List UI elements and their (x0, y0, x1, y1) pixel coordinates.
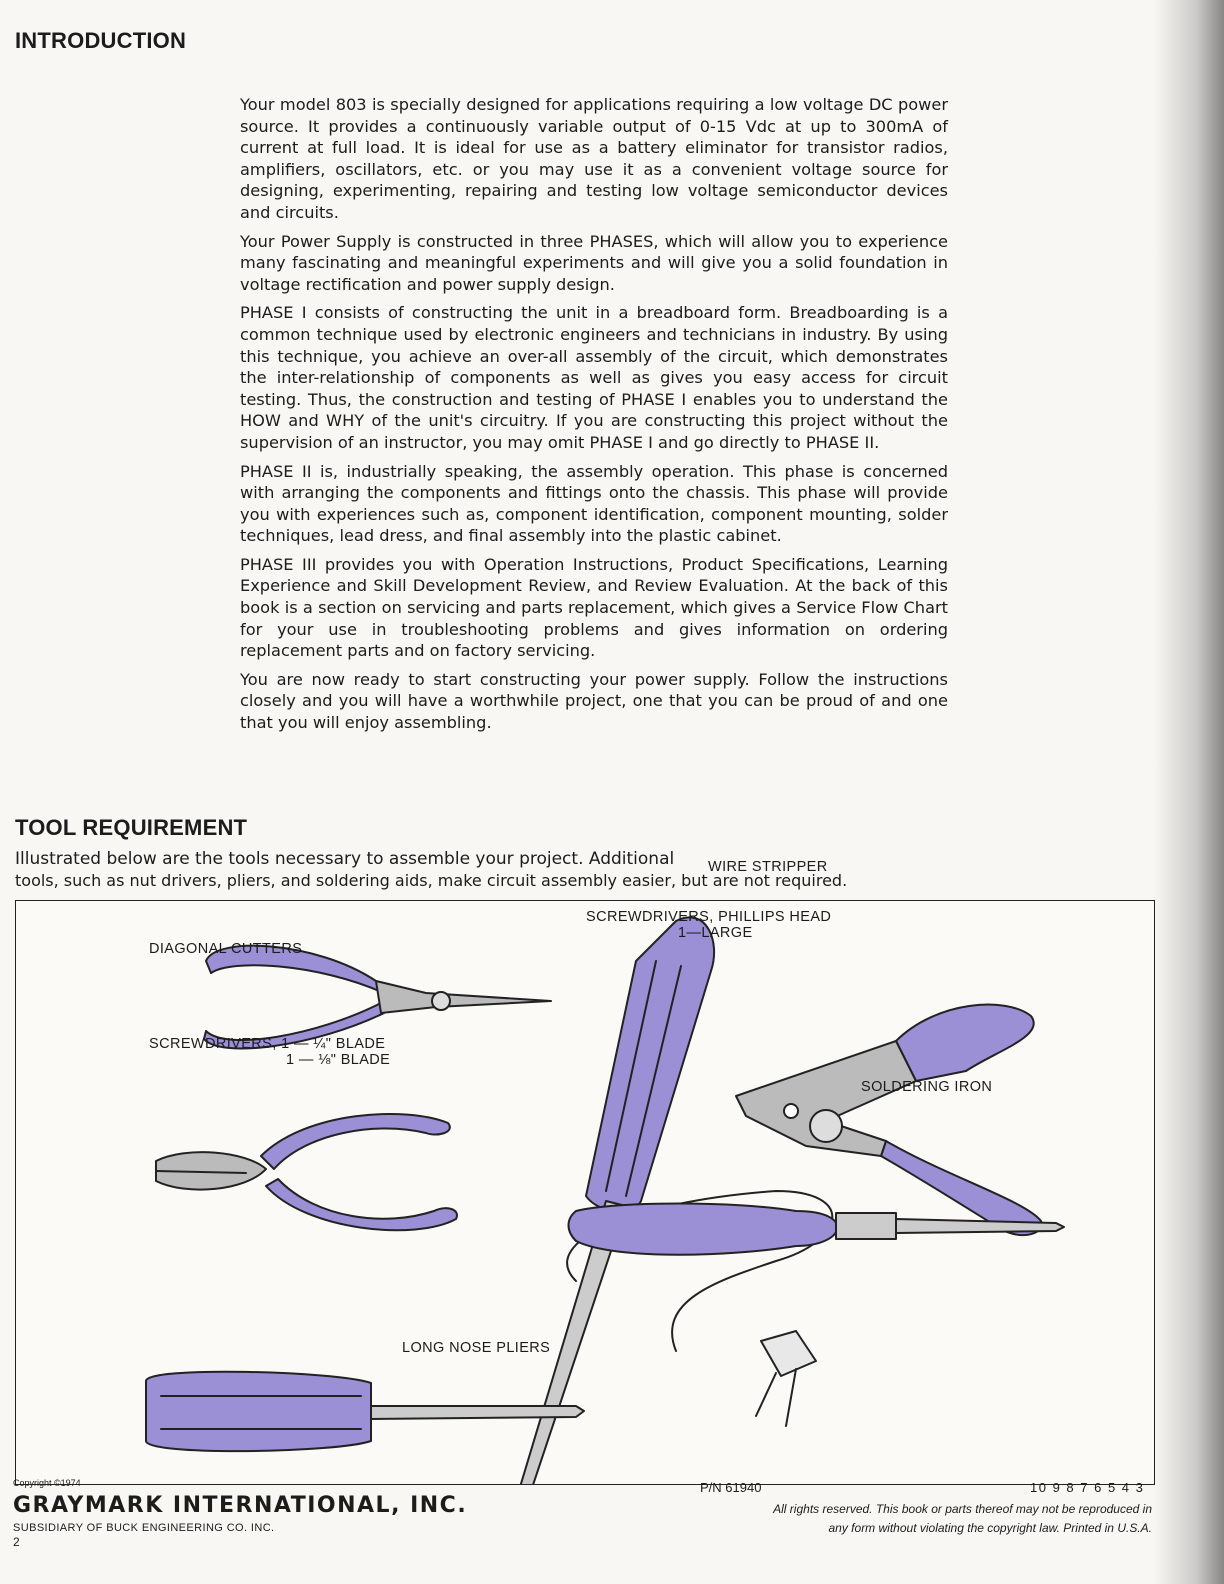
copyright-notice: Copyright ©1974 (13, 1478, 81, 1488)
tool-desc-line-1: Illustrated below are the tools necessary to assemble your project. Additional (15, 849, 675, 869)
intro-paragraph-6: You are now ready to start constructing your power supply. Follow the instructions closely and you will have a worthwhile project, one that you can be proud of and one that you will enjoy assembling. (240, 669, 948, 733)
rights-line-1: All rights reserved. This book or parts thereof may not be reproduced in (773, 1502, 1152, 1516)
soldering-iron-label: SOLDERING IRON (861, 1079, 993, 1095)
wire-stripper-icon (736, 1005, 1042, 1235)
long-nose-pliers-icon (204, 946, 551, 1049)
diagonal-cutters-label: DIAGONAL CUTTERS (149, 941, 303, 957)
company-name: GRAYMARK INTERNATIONAL, INC. (13, 1493, 468, 1518)
tool-illustrations (16, 901, 1154, 1484)
page-edge-shadow (1154, 0, 1224, 1584)
intro-paragraph-4: PHASE II is, industrially speaking, the assembly operation. This phase is concerned with arranging the components and fittings onto the chassis. This phase will provide you with experiences such as, component identification, component mounting, solder techniques, lead dress, and final assembly into the plastic cabinet. (240, 461, 948, 546)
page-number: 2 (13, 1535, 20, 1549)
introduction-heading: INTRODUCTION (15, 28, 187, 53)
print-code: 10 9 8 7 6 5 4 3 (1030, 1480, 1145, 1495)
soldering-iron-icon (567, 1191, 1064, 1426)
intro-paragraph-5: PHASE III provides you with Operation Instructions, Product Specifications, Learning Experience and Skill Development Review, and Review Evaluation. At the back of this book is a section on servicing and parts replacement, which gives a Service Flow Chart for your use in troubleshooting problems and gives information on ordering replacement parts and on factory servicing. (240, 554, 948, 661)
blade-screwdriver-label-line-2: 1 — ⅛" BLADE (286, 1052, 391, 1068)
intro-paragraph-3: PHASE I consists of constructing the unit in a breadboard form. Breadboarding is a common technique used by electronic engineers and technicians in industry. By using this technique, you achieve an over-all assembly of the circuit, which demonstrates the inter-relationship of components as well as gives you easy access for circuit testing. Thus, the construction and testing of PHASE I enables you to understand the HOW and WHY of the unit's circuitry. If you are constructing this project without the supervision of an instructor, you may omit PHASE I and go directly to PHASE II. (240, 303, 948, 452)
rights-line-2: any form without violating the copyright law. Printed in U.S.A. (828, 1521, 1152, 1535)
long-nose-pliers-label: LONG NOSE PLIERS (402, 1340, 551, 1356)
diagonal-cutters-icon (156, 1114, 457, 1230)
part-number: P/N 61940 (700, 1480, 762, 1495)
tool-requirement-heading: TOOL REQUIREMENT (15, 815, 248, 840)
blade-screwdriver-label-line-1: SCREWDRIVERS, 1 — ¼" BLADE (149, 1036, 386, 1052)
introduction-body (240, 94, 948, 741)
wire-stripper-label: WIRE STRIPPER (708, 859, 828, 875)
intro-paragraph-2: Your Power Supply is constructed in three PHASES, which will allow you to experience many fascinating and meaningful experiments and will give you a solid foundation in voltage rectification and power supply design. (240, 231, 948, 294)
phillips-screwdriver-label-line-2: 1—LARGE (678, 925, 753, 941)
subsidiary-line: SUBSIDIARY OF BUCK ENGINEERING CO. INC. (13, 1522, 275, 1534)
phillips-screwdriver-label-line-1: SCREWDRIVERS, PHILLIPS HEAD (586, 909, 832, 925)
tool-desc-line-2: tools, such as nut drivers, pliers, and soldering aids, make circuit assembly easier, but are not required. (15, 871, 848, 890)
intro-paragraph-1: Your model 803 is specially designed for applications requiring a low voltage DC power source. It provides a continuously variable output of 0-15 Vdc at up to 300mA of current at full load. It is ideal for use as a battery eliminator for transistor radios, amplifiers, oscillators, etc. or you may use it as a convenient voltage source for designing, experimenting, repairing and testing low voltage semiconductor devices and circuits. (240, 95, 948, 222)
flat-blade-screwdriver-icon (146, 1372, 584, 1451)
